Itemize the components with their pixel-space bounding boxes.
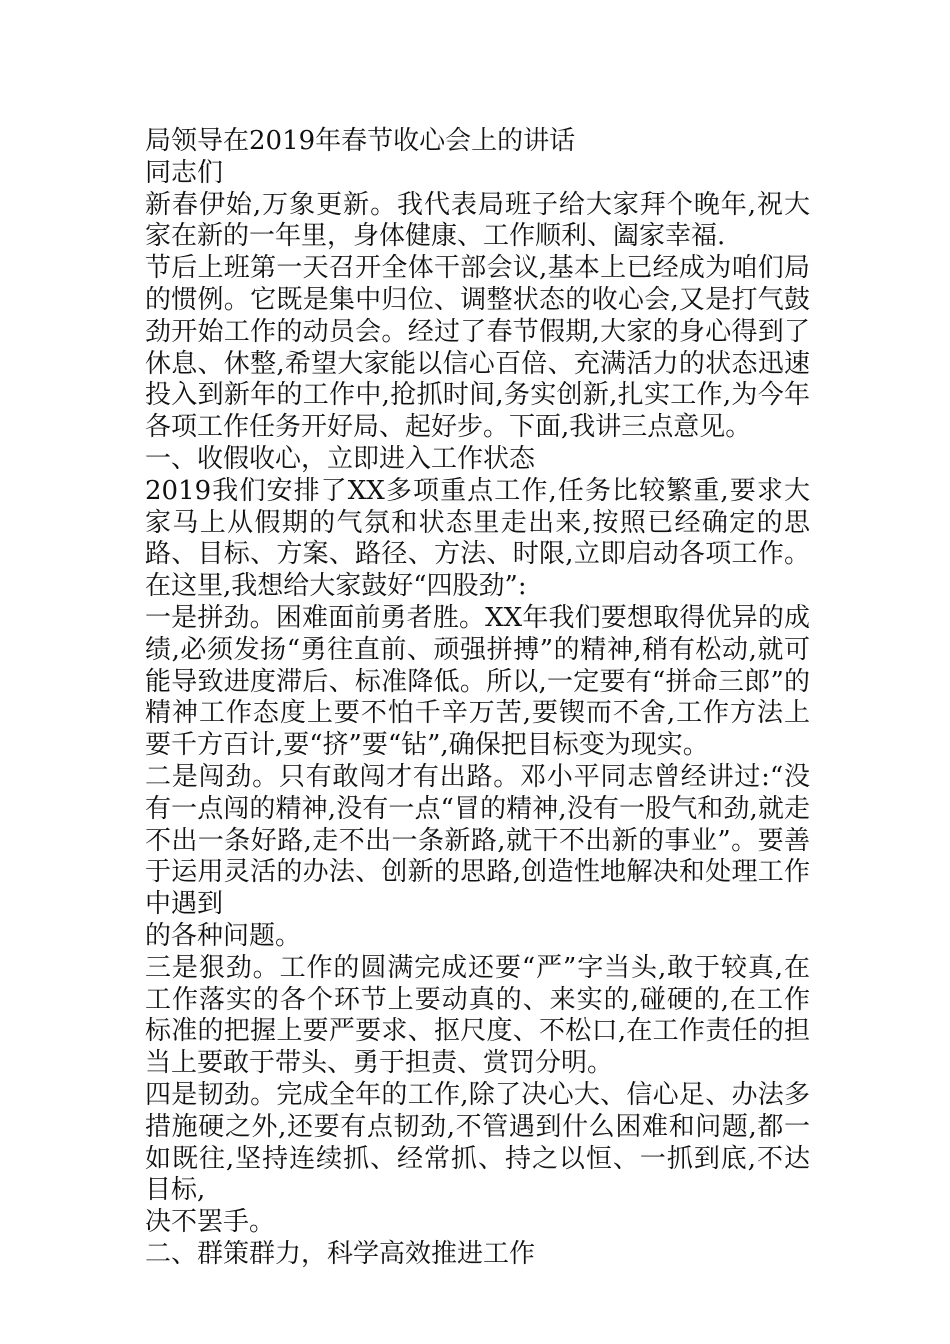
paragraph: 节后上班第一天召开全体干部会议,基本上已经成为咱们局的惯例。它既是集中归位、调整状态的收心会,又是打气鼓劲开始工作的动员会。经过了春节假期,大家的身心得到了休息、休整,希望大家能以信心百倍、充满活力的状态迅速投入到新年的工作中,抢抓时间,务实创新,扎实工作,为今年各项工作任务开好局、起好步。下面,我讲三点意见。 <box>145 253 810 443</box>
salutation: 同志们 <box>145 157 224 188</box>
document-title: 局领导在2019年春节收心会上的讲话 <box>145 126 576 156</box>
document-page <box>145 126 810 1271</box>
paragraph: 新春伊始,万象更新。我代表局班子给大家拜个晚年,祝大家在新的一年里，身体健康、工作顺利、阖家幸福. <box>145 189 810 252</box>
paragraph: 一是拼劲。困难面前勇者胜。XX年我们要想取得优异的成绩,必须发扬“勇往直前、顽强拼搏”的精神,稍有松动,就可能导致进度滞后、标准降低。所以,一定要有“拼命三郎”的精神工作态度上要不怕千辛万苦,要锲而不舍,工作方法上要千方百计,要“挤”要“钻”,确保把目标变为现实。 <box>145 602 810 761</box>
paragraph: 二是闯劲。只有敢闯才有出路。邓小平同志曾经讲过:“没有一点闯的精神,没有一点“冒的精神,没有一股气和劲,就走不出一条好路,走不出一条新路,就干不出新的事业”。要善于运用灵活的办法、创新的思路,创造性地解决和处理工作中遇到 <box>145 761 810 920</box>
section-heading: 二、群策群力，科学高效推进工作 <box>145 1238 536 1269</box>
paragraph: 四是韧劲。完成全年的工作,除了决心大、信心足、办法多措施硬之外,还要有点韧劲,不管遇到什么困难和问题,都一如既往,坚持连续抓、经常抓、持之以恒、一抓到底,不达目标, <box>145 1079 810 1206</box>
paragraph: 决不罢手。 <box>145 1207 276 1238</box>
section-heading: 一、收假收心，立即进入工作状态 <box>145 443 536 474</box>
paragraph: 三是狠劲。工作的圆满完成还要“严”字当头,敢于较真,在工作落实的各个环节上要动真的、来实的,碰硬的,在工作标准的把握上要严要求、抠尺度、不松口,在工作责任的担当上要敢于带头、勇于担责、赏罚分明。 <box>145 952 810 1079</box>
paragraph: 2019我们安排了XX多项重点工作,任务比较繁重,要求大家马上从假期的气氛和状态里走出来,按照已经确定的思路、目标、方案、路径、方法、时限,立即启动各项工作。在这里,我想给大家鼓好“四股劲”: <box>145 475 810 602</box>
paragraph: 的各种问题。 <box>145 920 302 951</box>
